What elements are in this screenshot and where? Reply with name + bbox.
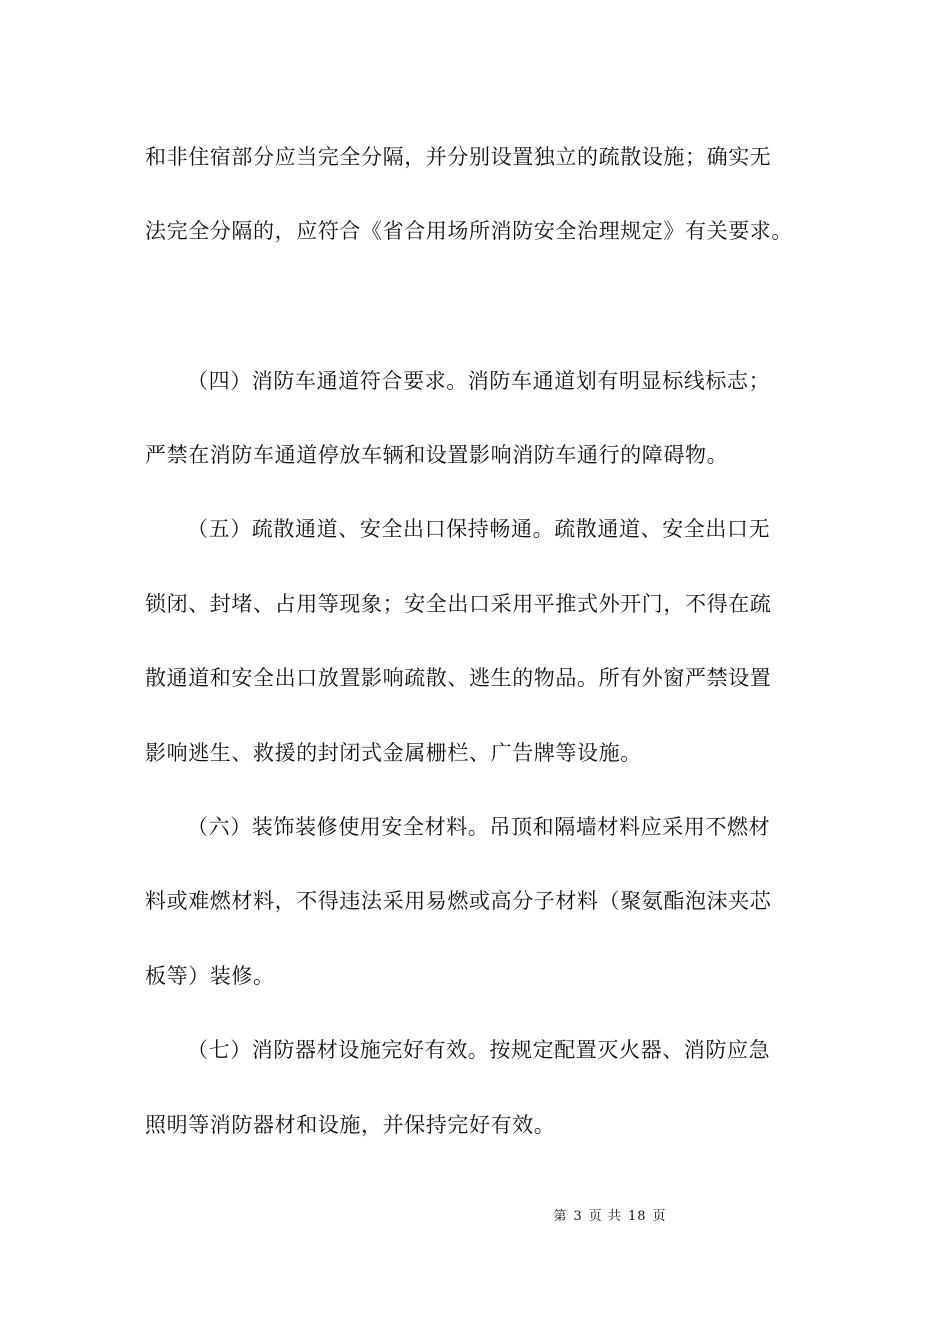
page-footer <box>0 1207 950 1227</box>
text-line: 法完全分隔的，应符合《省合用场所消防安全治理规定》有关要求。 <box>145 219 793 243</box>
text-line: 和非住宿部分应当完全分隔，并分别设置独立的疏散设施；确实无 <box>145 145 772 169</box>
text-line: 散通道和安全出口放置影响疏散、逃生的物品。所有外窗严禁设置 <box>145 666 772 690</box>
footer-current-page: 3 <box>573 1209 583 1224</box>
text-line: （六）装饰装修使用安全材料。吊顶和隔墙材料应采用不燃材 <box>187 815 771 839</box>
text-line: （七）消防器材设施完好有效。按规定配置灭火器、消防应急 <box>187 1038 771 1062</box>
text-line: 照明等消防器材和设施，并保持完好有效。 <box>145 1113 556 1137</box>
text-line: 影响逃生、救援的封闭式金属栅栏、广告牌等设施。 <box>145 741 642 765</box>
text-line: 料或难燃材料，不得违法采用易燃或高分子材料（聚氨酯泡沫夹芯 <box>145 889 772 913</box>
text-line: 板等）装修。 <box>145 964 275 988</box>
footer-prefix: 第 <box>553 1209 568 1224</box>
text-line: 锁闭、封堵、占用等现象；安全出口采用平推式外开门，不得在疏 <box>145 592 772 616</box>
footer-suffix: 页 <box>652 1209 667 1224</box>
text-line: （四）消防车通道符合要求。消防车通道划有明显标线标志； <box>187 369 771 393</box>
footer-mid: 页 共 <box>588 1209 622 1224</box>
text-line: 严禁在消防车通道停放车辆和设置影响消防车通行的障碍物。 <box>145 443 729 467</box>
text-line: （五）疏散通道、安全出口保持畅通。疏散通道、安全出口无 <box>187 517 771 541</box>
footer-total-pages: 18 <box>627 1209 647 1224</box>
